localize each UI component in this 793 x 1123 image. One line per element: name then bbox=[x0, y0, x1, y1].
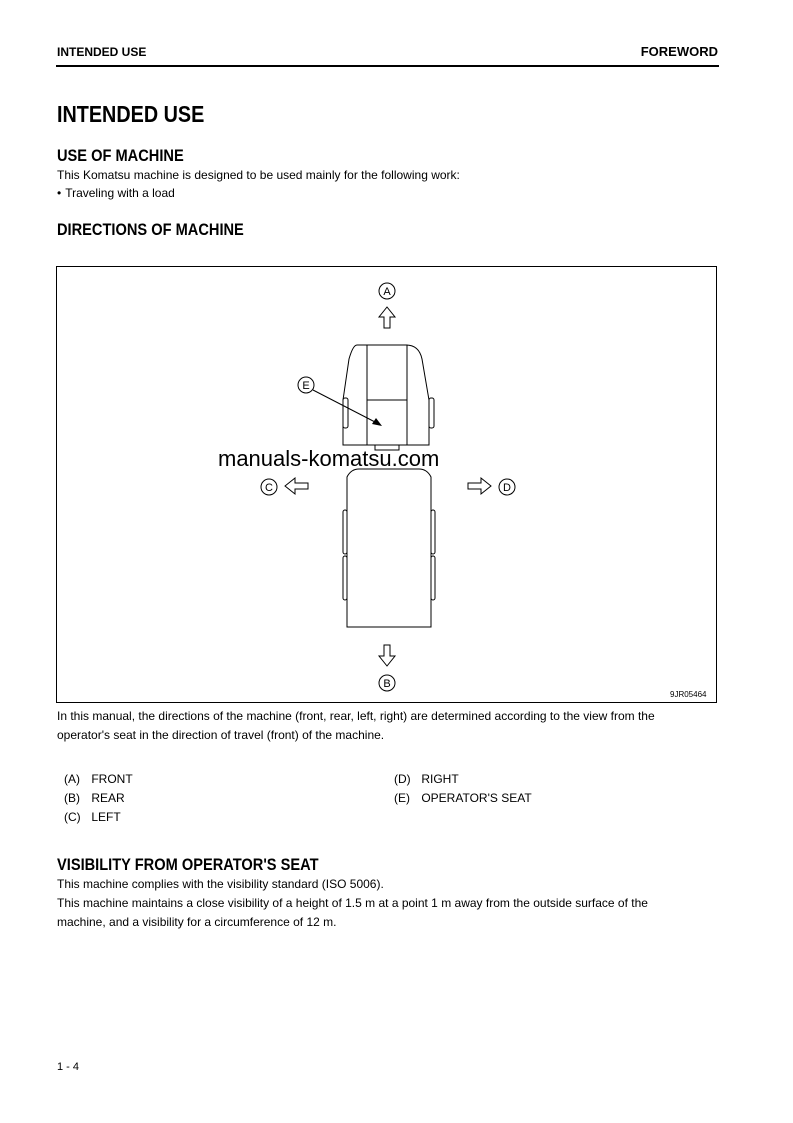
legend-label: OPERATOR'S SEAT bbox=[421, 791, 532, 805]
arrow-right-icon bbox=[468, 478, 491, 494]
directions-heading: DIRECTIONS OF MACHINE bbox=[57, 220, 244, 239]
visibility-line1: This machine complies with the visibility standard (ISO 5006). bbox=[57, 877, 384, 891]
arrow-front-icon bbox=[379, 307, 395, 328]
legend-item-left bbox=[64, 810, 121, 824]
legend-key: (A) bbox=[64, 772, 80, 786]
rear-right-tire-1 bbox=[431, 510, 435, 554]
label-a: A bbox=[383, 286, 391, 298]
page-number: 1 - 4 bbox=[57, 1061, 80, 1073]
legend-item-right bbox=[394, 772, 459, 786]
label-b: B bbox=[383, 678, 391, 690]
machine-diagram bbox=[57, 267, 718, 704]
rear-right-tire-2 bbox=[431, 556, 435, 600]
legend-label: REAR bbox=[91, 791, 125, 805]
rear-body bbox=[347, 469, 431, 627]
front-right-tire bbox=[429, 398, 434, 428]
legend-key: (B) bbox=[64, 791, 80, 805]
watermark: manuals-komatsu.com bbox=[218, 446, 440, 471]
use-of-machine-heading: USE OF MACHINE bbox=[57, 146, 184, 165]
label-e: E bbox=[302, 380, 310, 392]
header-left: INTENDED USE bbox=[57, 45, 147, 59]
legend-item-rear bbox=[64, 791, 125, 805]
legend-key: (C) bbox=[64, 810, 81, 824]
figure-code: 9JR05464 bbox=[670, 690, 707, 699]
directions-text-line2: operator's seat in the direction of travel (front) of the machine. bbox=[57, 728, 385, 742]
rear-left-tire-1 bbox=[343, 510, 347, 554]
bullet-text: Traveling with a load bbox=[65, 186, 175, 200]
visibility-line3: machine, and a visibility for a circumference of 12 m. bbox=[57, 915, 337, 929]
header-rule bbox=[56, 65, 719, 67]
leader-arrowhead-icon bbox=[372, 418, 382, 426]
legend-key: (D) bbox=[394, 772, 411, 786]
front-body bbox=[343, 345, 429, 445]
label-d: D bbox=[503, 482, 511, 494]
label-c: C bbox=[265, 482, 273, 494]
legend-label: RIGHT bbox=[421, 772, 459, 786]
header-right: FOREWORD bbox=[640, 44, 718, 59]
visibility-heading: VISIBILITY FROM OPERATOR'S SEAT bbox=[57, 855, 319, 874]
arrow-left-icon bbox=[285, 478, 308, 494]
directions-text-line1: In this manual, the directions of the machine (front, rear, left, right) are determined according to the view from the bbox=[57, 709, 655, 723]
bullet-item bbox=[57, 186, 175, 200]
arrow-rear-icon bbox=[379, 645, 395, 666]
legend-item-seat bbox=[394, 791, 532, 805]
bullet-icon: • bbox=[57, 186, 62, 200]
use-of-machine-intro: This Komatsu machine is designed to be used mainly for the following work: bbox=[57, 168, 460, 182]
page-title: INTENDED USE bbox=[57, 101, 205, 127]
front-inner-panel bbox=[367, 345, 407, 445]
legend-key: (E) bbox=[394, 791, 410, 805]
rear-left-tire-2 bbox=[343, 556, 347, 600]
front-left-tire bbox=[343, 398, 348, 428]
visibility-line2: This machine maintains a close visibility of a height of 1.5 m at a point 1 m away from the outside surface of the bbox=[57, 896, 648, 910]
direction-figure bbox=[56, 266, 717, 703]
legend-label: LEFT bbox=[91, 810, 121, 824]
legend-item-front bbox=[64, 772, 133, 786]
legend-label: FRONT bbox=[91, 772, 133, 786]
